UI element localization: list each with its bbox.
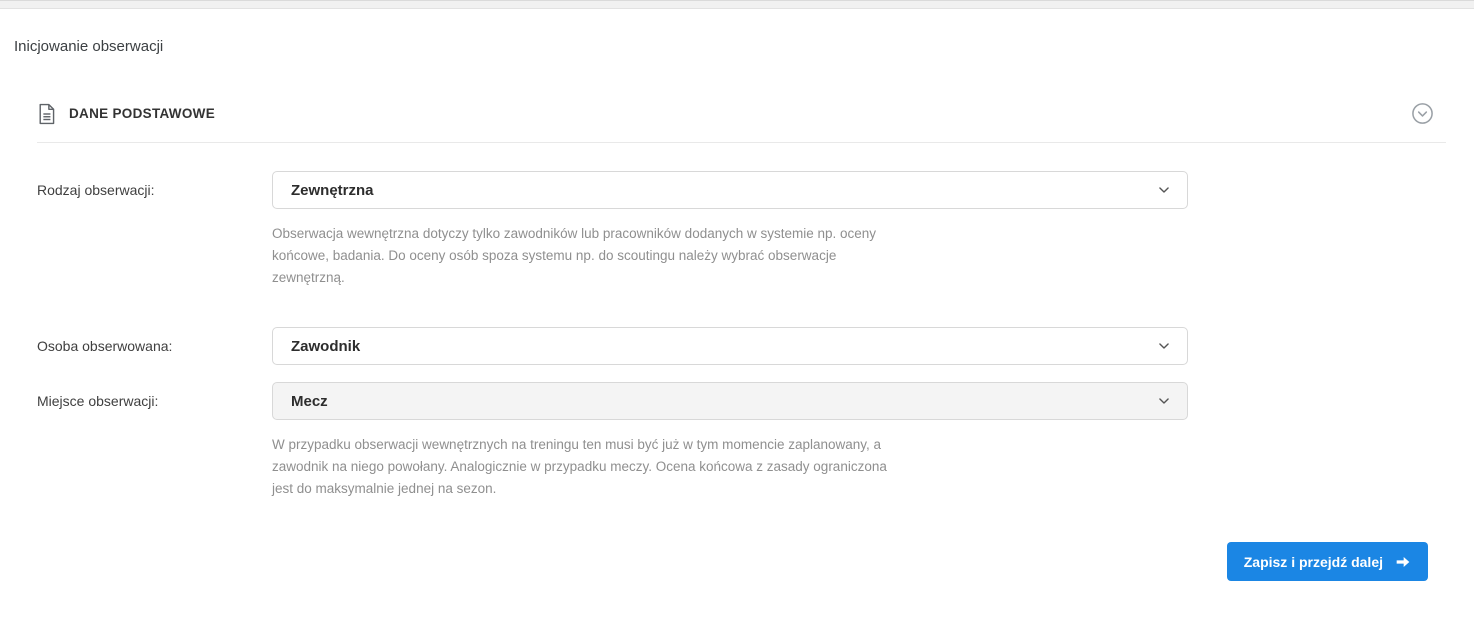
chevron-down-icon bbox=[1157, 394, 1171, 408]
basic-data-section bbox=[37, 102, 1446, 581]
field-row-miejsce-obserwacji bbox=[37, 382, 1446, 500]
page-title: Inicjowanie obserwacji bbox=[14, 38, 164, 55]
field-help-text: W przypadku obserwacji wewnętrznych na treningu ten musi być już w tym momencie zaplanowany, a zawodnik na niego powołany. Analogicznie w przypadku meczy. Ocena końcowa z zasady ograniczona jest do maksymalnie jednej na sezon. bbox=[272, 437, 887, 496]
select-value: Zewnętrzna bbox=[291, 181, 374, 199]
document-icon bbox=[37, 103, 56, 125]
arrow-right-icon bbox=[1395, 554, 1411, 570]
form-actions bbox=[37, 542, 1428, 581]
field-label: Miejsce obserwacji: bbox=[37, 393, 159, 409]
field-label: Rodzaj obserwacji: bbox=[37, 182, 155, 198]
field-row-osoba-obserwowana bbox=[37, 327, 1446, 365]
chevron-down-circle-icon[interactable] bbox=[1411, 102, 1434, 125]
save-button-label: Zapisz i przejdź dalej bbox=[1243, 553, 1383, 570]
chevron-down-icon bbox=[1157, 339, 1171, 353]
field-help-text: Obserwacja wewnętrzna dotyczy tylko zawodników lub pracowników dodanych w systemie np. oceny końcowe, badania. Do oceny osób spoza systemu np. do scoutingu należy wybrać obserwacje zewnętrzną. bbox=[272, 226, 877, 285]
osoba-obserwowana-select[interactable] bbox=[272, 327, 1188, 365]
top-strip bbox=[0, 0, 1474, 9]
section-header bbox=[37, 102, 1446, 143]
save-button[interactable] bbox=[1227, 542, 1428, 581]
rodzaj-obserwacji-select[interactable] bbox=[272, 171, 1188, 209]
field-row-rodzaj-obserwacji bbox=[37, 171, 1446, 289]
select-value: Zawodnik bbox=[291, 337, 361, 355]
select-value: Mecz bbox=[291, 392, 328, 410]
miejsce-obserwacji-select[interactable] bbox=[272, 382, 1188, 420]
chevron-down-icon bbox=[1157, 183, 1171, 197]
field-label: Osoba obserwowana: bbox=[37, 338, 173, 354]
section-title: DANE PODSTAWOWE bbox=[69, 106, 215, 121]
